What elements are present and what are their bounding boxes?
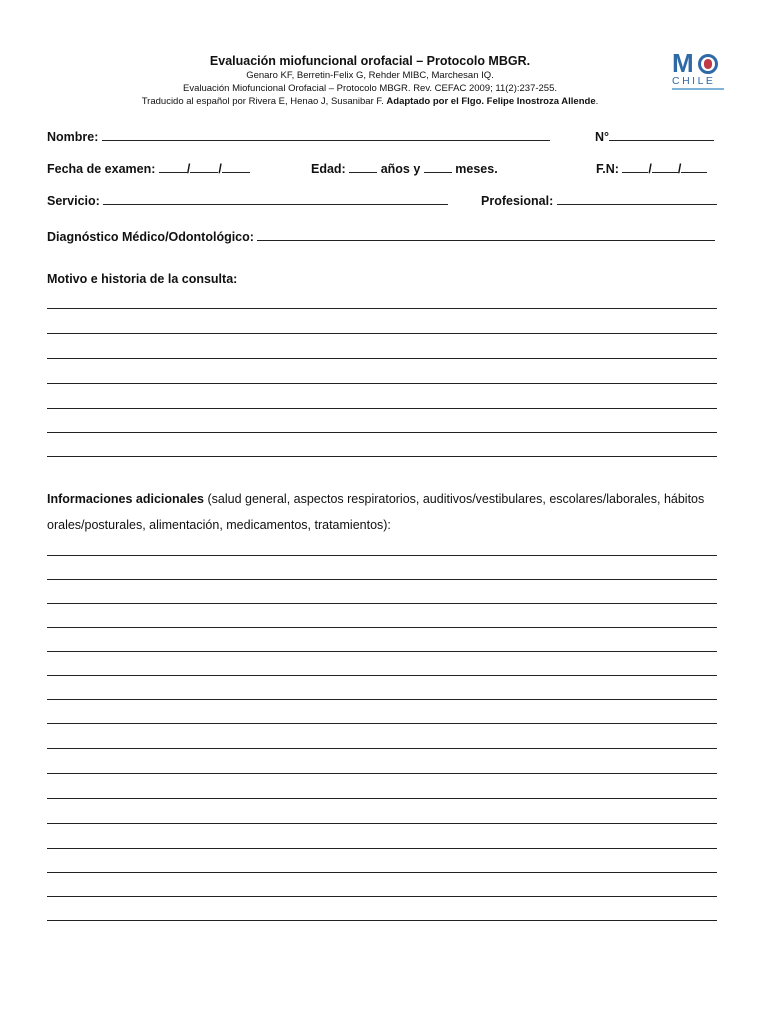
nombre-field xyxy=(47,128,550,145)
info-writing-line[interactable] xyxy=(47,773,717,774)
motivo-writing-line[interactable] xyxy=(47,333,717,334)
numero-field xyxy=(595,128,714,145)
diagnostico-input-line[interactable] xyxy=(257,228,715,241)
info-writing-line[interactable] xyxy=(47,920,717,921)
nombre-label: Nombre: xyxy=(47,130,99,144)
edad-field xyxy=(311,160,498,177)
translation-prefix: Traducido al español por Rivera E, Henao J, Susanibar F. xyxy=(141,96,387,107)
profesional-field xyxy=(481,192,717,209)
numero-label: N° xyxy=(595,130,610,144)
info-writing-line[interactable] xyxy=(47,798,717,799)
fecha-month-line[interactable] xyxy=(190,160,218,173)
motivo-writing-line[interactable] xyxy=(47,308,717,309)
fn-label: F.N: xyxy=(596,162,619,176)
document-title: Evaluación miofuncional orofacial – Protocolo MBGR. xyxy=(209,54,531,68)
fecha-field xyxy=(47,160,250,177)
fecha-sep-2: / xyxy=(218,162,222,176)
document-header xyxy=(120,54,620,108)
logo-mouth-icon xyxy=(704,59,712,69)
motivo-section-title: Motivo e historia de la consulta: xyxy=(47,272,238,286)
translation-end: . xyxy=(595,96,599,107)
motivo-writing-line[interactable] xyxy=(47,408,717,409)
info-writing-line[interactable] xyxy=(47,896,717,897)
info-writing-line[interactable] xyxy=(47,651,717,652)
fecha-sep-1: / xyxy=(186,162,191,176)
motivo-writing-line[interactable] xyxy=(47,456,717,457)
info-writing-line[interactable] xyxy=(47,872,717,873)
info-section-title xyxy=(47,486,719,538)
info-writing-line[interactable] xyxy=(47,748,717,749)
fecha-year-line[interactable] xyxy=(222,160,250,173)
fn-sep-1: / xyxy=(648,162,652,176)
edad-months-line[interactable] xyxy=(424,160,452,173)
info-writing-line[interactable] xyxy=(47,603,717,604)
motivo-writing-line[interactable] xyxy=(47,383,717,384)
info-writing-line[interactable] xyxy=(47,627,717,628)
numero-input-line[interactable] xyxy=(609,128,714,141)
nombre-input-line[interactable] xyxy=(102,128,550,141)
motivo-writing-line[interactable] xyxy=(47,358,717,359)
citation-line: Evaluación Miofuncional Orofacial – Protocolo MBGR. Rev. CEFAC 2009; 11(2):237-255. xyxy=(182,83,558,94)
info-writing-line[interactable] xyxy=(47,723,717,724)
servicio-input-line[interactable] xyxy=(103,192,448,205)
info-writing-line[interactable] xyxy=(47,675,717,676)
servicio-label: Servicio: xyxy=(47,194,100,208)
logo-letters: M xyxy=(672,48,693,78)
translation-line xyxy=(120,95,620,108)
mo-chile-logo xyxy=(668,48,728,94)
motivo-writing-line[interactable] xyxy=(47,432,717,433)
info-title-line2: orales/posturales, alimentación, medicamentos, tratamientos): xyxy=(47,518,391,532)
servicio-field xyxy=(47,192,448,209)
diagnostico-field xyxy=(47,228,715,245)
fn-year-line[interactable] xyxy=(681,160,707,173)
anos-label: años y xyxy=(380,162,421,176)
info-title-bold: Informaciones adicionales xyxy=(47,492,204,506)
fn-sep-2: / xyxy=(677,162,682,176)
info-writing-line[interactable] xyxy=(47,823,717,824)
fn-day-line[interactable] xyxy=(622,160,648,173)
fn-month-line[interactable] xyxy=(652,160,678,173)
edad-label: Edad: xyxy=(311,162,346,176)
logo-underline xyxy=(672,88,724,90)
info-writing-line[interactable] xyxy=(47,579,717,580)
meses-label: meses. xyxy=(455,162,498,176)
diagnostico-label: Diagnóstico Médico/Odontológico: xyxy=(47,230,254,244)
info-writing-line[interactable] xyxy=(47,699,717,700)
info-writing-line[interactable] xyxy=(47,848,717,849)
profesional-input-line[interactable] xyxy=(557,192,717,205)
fecha-label: Fecha de examen: xyxy=(47,162,156,176)
fecha-day-line[interactable] xyxy=(159,160,187,173)
info-writing-line[interactable] xyxy=(47,555,717,556)
logo-country: CHILE xyxy=(672,75,716,87)
fn-field xyxy=(596,160,707,177)
adaptation-credit: Adaptado por el Flgo. Felipe Inostroza Allende xyxy=(386,96,596,107)
info-title-line1: (salud general, aspectos respiratorios, auditivos/vestibulares, escolares/laborales, hábitos xyxy=(204,492,705,506)
authors-line: Genaro KF, Berretin-Felix G, Rehder MIBC, Marchesan IQ. xyxy=(246,70,494,81)
profesional-label: Profesional: xyxy=(481,194,554,208)
edad-years-line[interactable] xyxy=(349,160,377,173)
